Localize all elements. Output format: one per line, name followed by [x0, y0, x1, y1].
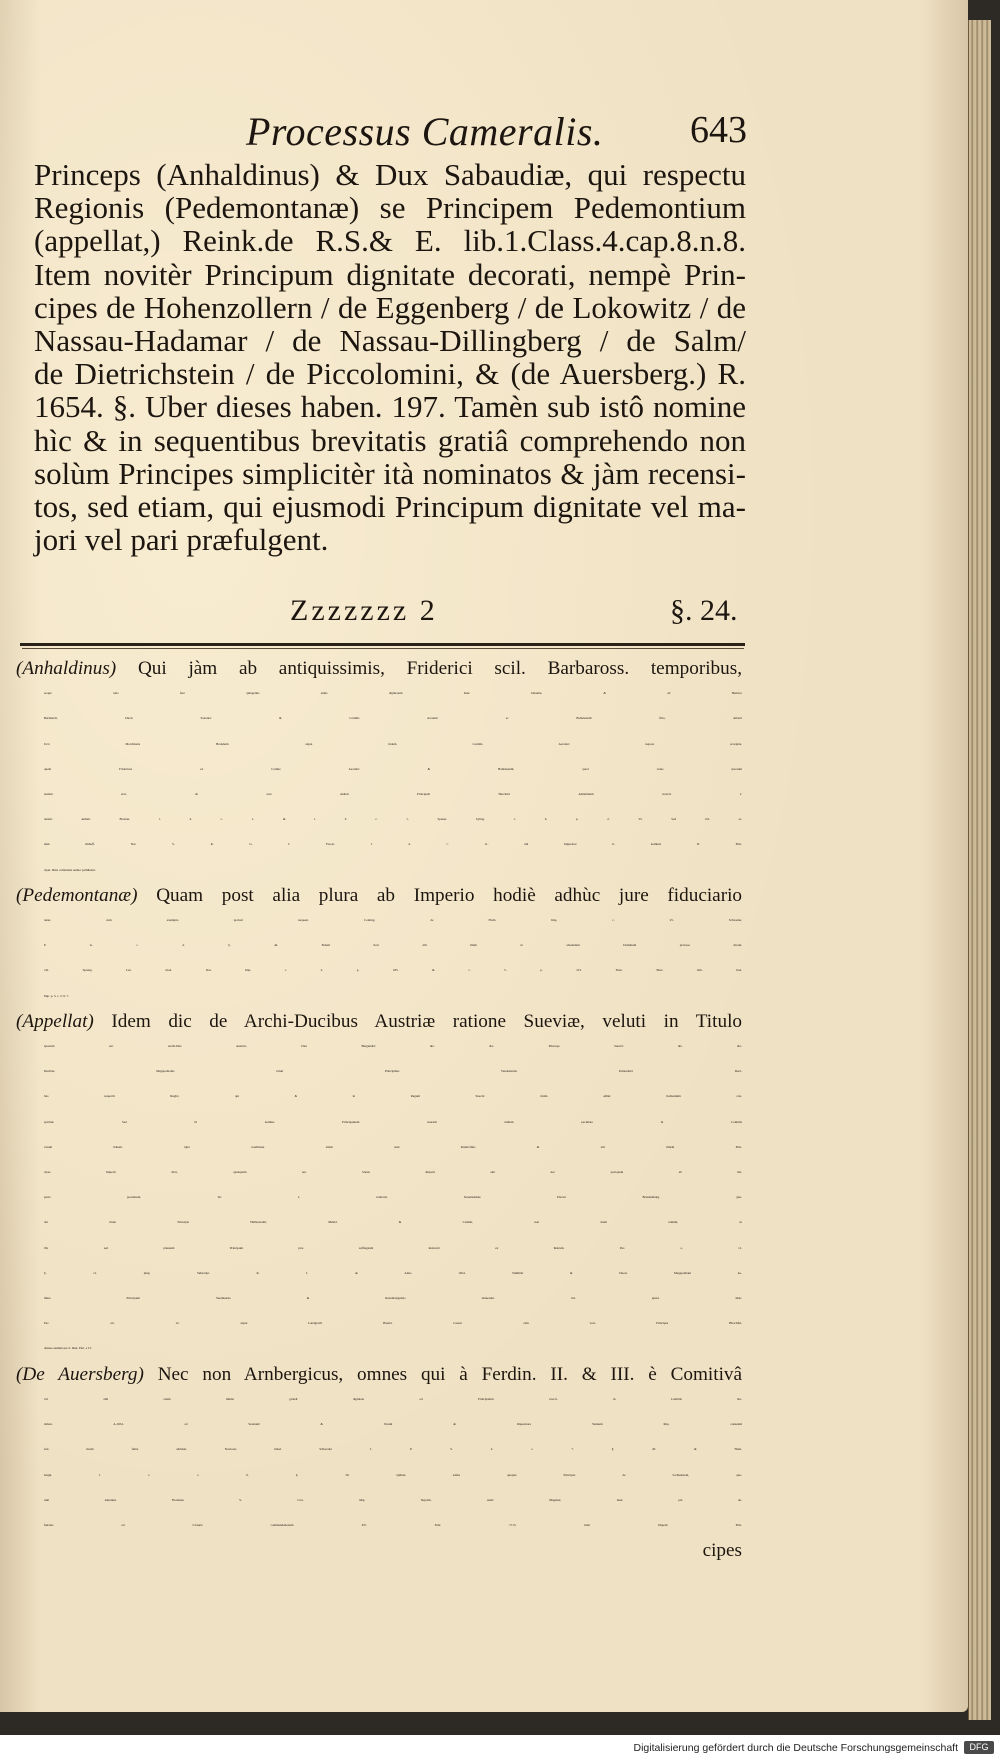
- running-title: Processus Cameralis.: [246, 109, 604, 154]
- footnote-line: Imp. p. 3. c. 2. 9. 7.: [44, 993, 69, 998]
- footnote-line: det titulo Principis Halberstadii, Mindæ & Camini, non inani tantùm, ut: [44, 1220, 742, 1225]
- footnote-lemma: (Appellat): [16, 1010, 94, 1032]
- footnote-line: vid. Spreng. Luc. mod. Stat. Imp. c. 2. p. 185. & c. 5. p. 215. Func. Brev. Orb. hod.: [44, 968, 742, 973]
- footnote-line: perio possideant. Sic è contrario Serenissimus Elector Brandenburg. gau-: [44, 1195, 742, 1200]
- footnote-line: votum habent. Quâ conditione etiam sunt Radzivilius & alii itidem Prin-: [44, 1144, 742, 1149]
- footnote: [16, 883, 742, 1009]
- footnote-catchword: cipes: [702, 1540, 742, 1562]
- footnote-line: Idem dic de Archi-Ducibus Austriæ ratione Sueviæ, veluti in Titulo: [111, 1010, 742, 1032]
- catchword: §. 24.: [670, 594, 738, 627]
- footnote-line: Ursi Marchionis Brandenb. atquè itidem Comitis Ascaniæ nepote accepêre,: [44, 741, 742, 746]
- footnote-line: spicitur. Sed hi nomine Principatuum suorum nullum peculiare in Comitiis: [44, 1119, 742, 1124]
- main-text-line: Princeps (Anhaldinus) & Dux Sabaudiæ, qui respectu: [34, 157, 746, 192]
- page-block-edge: [968, 20, 991, 1720]
- footnote-line: Annal. Anhalt. Brotuss. l. 4. c. 1. & l. 6 c. 1. Spener. Syllog. c. 6. p. 2. 55. Sed vid. ta-: [44, 817, 742, 822]
- footnote-line: illi, sed plenaniô Principum jure suffragandi instructô ex Instrum. Pac. a. 11.: [44, 1245, 742, 1250]
- footnote-line: rum Antonius Florianus S. Cæs. Maj. Suprem. Aulæ Magister, nunc piè de-: [44, 1497, 742, 1502]
- footnotes: [16, 656, 742, 1563]
- footnote-line: eoquè totis ferè quingentis annis dignitatem hanc habuêre, & ab Henrico: [44, 691, 742, 696]
- footnote-line: quem Fridericus ex Comite Ascaniæ & Ballenstadii, quod vetus ipsorum: [44, 766, 742, 771]
- footnote-line: §. 11. jung. Subscript. R. I. de Anno 1654. Similitèr & Duces Megapolitani no-: [44, 1270, 742, 1275]
- footnote-line: mèn Imhoff. Not. S. R. G. I. Procer. l. 4. c. 11. ubi Imperator h. nominis II. Prin-: [44, 842, 742, 847]
- footnote: [16, 1362, 742, 1564]
- footnote-line: functus ad Cæsaris commendationem XV. Febr. 1713. intèr Imperii Prin-: [44, 1522, 742, 1527]
- footnote-line: Bernhardi, Ducis Saxoniæ & Comitis Ascaniæ ac Ballenstadii filio, Alberti: [44, 716, 742, 721]
- footnote-line: Ducibus Megapolitanis veluti Principibus Vandalorum, Pomeraniæ Duci-: [44, 1069, 742, 1074]
- dfg-logo-icon: DFG: [964, 1741, 994, 1754]
- main-text-line: tos, sed etiam, qui ejusmodi Principum dignitate vel ma-: [34, 489, 746, 525]
- main-text-line: hìc & in sequentibus brevitatis gratiâ comprehendo non: [34, 422, 746, 458]
- footnote-line: tenet, cum exemptio probari nequeat. Conring. de Finib. Imp. c. 25. Schweder.: [44, 918, 742, 923]
- footnote-line: Nec non Arnbergicus, omnes qui à Ferdin. II. & III. è Comitivâ: [157, 1363, 743, 1385]
- funding-credit: Digitalisierung gefördert durch die Deutsche Forschungsgemeinschaft: [633, 1742, 958, 1754]
- main-text-line: solùm Principes simplicitèr ità nominatos & jàm recensi-: [34, 455, 746, 491]
- footnote-line: bergk. l. c. c. 6. §. 50. Quibus addas quoquè Principes de Lichtenstein, quo-: [44, 1472, 742, 1477]
- footnote-line: Pac. art. 12. atquè Landgravii Hassiæ Cassel. cum voto Principes Hirschfel-: [44, 1321, 742, 1326]
- main-text-line: de Dietrichstein / de Piccolomini, & (de Auersberg.) R.: [34, 356, 746, 392]
- footnote-line: tisbon. A.1654. ad Sessionē & Votum ab Imperatore Statuum Imp. consensû: [44, 1422, 742, 1427]
- signature-mark: Zzzzzzz 2: [290, 594, 438, 627]
- footnote-line: Qui jàm ab antiquissimis, Friderici scil. Barbaross. temporibus,: [137, 658, 742, 679]
- main-text-line: 1654. §. Uber dieses haben. 197. Tamèn sub istô nomine: [34, 389, 746, 425]
- main-text-line: Regionis (Pedemontanæ) se Principem Pedemontium: [34, 190, 746, 226]
- footnote: [16, 1009, 742, 1362]
- footnote-rule-thin: [22, 648, 744, 649]
- footnote-lemma: (De Auersberg): [16, 1363, 144, 1385]
- main-text-line: Item novitèr Principum dignitate decorati, nempè Prin-: [34, 256, 746, 292]
- footnote-line: Quam post alia plura ab Imperio hodiè adhùc jure fiduciario: [156, 884, 743, 906]
- footnote-lemma: (Pedemontanæ): [16, 884, 138, 906]
- catchline: [0, 594, 968, 630]
- main-text-line: Nassau-Hadamar / de Nassau-Dillingberg / de Salm/: [34, 323, 746, 359]
- footnote-line: nomen erat, ab arce Anhalt Principem Herciniæ Anhaltinum creavit. v.: [44, 792, 742, 797]
- main-text-line: (appellat,) Reink.de R.S.& E. lib.1.Class.4.cap.8.n.8.: [34, 223, 746, 259]
- footnote-line: vel aliâ etiam minùs grandi dignitate ad Principatum evecti, in Comitiis Ra-: [44, 1396, 742, 1401]
- running-head: [0, 108, 968, 156]
- footnote-line: bus respectû Rugiæ, qui & in Regum Sueciæ titulis adhùc hodiennùm con-: [44, 1094, 742, 1099]
- footnote-line: ipsorum est: Archi-Dux Austriæ, Dux Burgundiæ &c. &c. Princeps Sueviæ &c. &c.: [44, 1044, 742, 1049]
- page-number: 643: [690, 109, 747, 151]
- footnote-line: cipes Imperii dicti, quanquam nec Status Imperii sint nec quicquam ab Im-: [44, 1170, 742, 1175]
- footnote: [16, 656, 742, 883]
- footnote-lemma: (Anhaldinus): [16, 658, 117, 679]
- footnote-line: suô modô fuêre admissi. Noviores habet Schweder J. P. S. 2. c. 7. §. 20. & Hom-: [44, 1447, 742, 1452]
- footnote-line: P. G. c. 4. §. 44. Eidem licet àlii illum ut absolutum Dominum præesse dicant.: [44, 943, 742, 948]
- footnote-line: cipal. illius collationis author perhibetur.: [44, 867, 96, 872]
- footnote-line: denses audiunt per d. Instr. Part. a 15.: [44, 1346, 92, 1351]
- footnote-line: mina Principum Suerinensis & Razenburgensis induerunt. vid. ejusd. Instr.: [44, 1296, 742, 1301]
- footnote-rule: [20, 643, 745, 646]
- main-text-block: [34, 158, 746, 556]
- main-text-line: cipes de Hohenzollern / de Eggenberg / de Lokowitz / de: [34, 289, 746, 325]
- main-text-line: jori vel pari præfulgent.: [34, 522, 329, 558]
- digitization-footer: [0, 1736, 1000, 1761]
